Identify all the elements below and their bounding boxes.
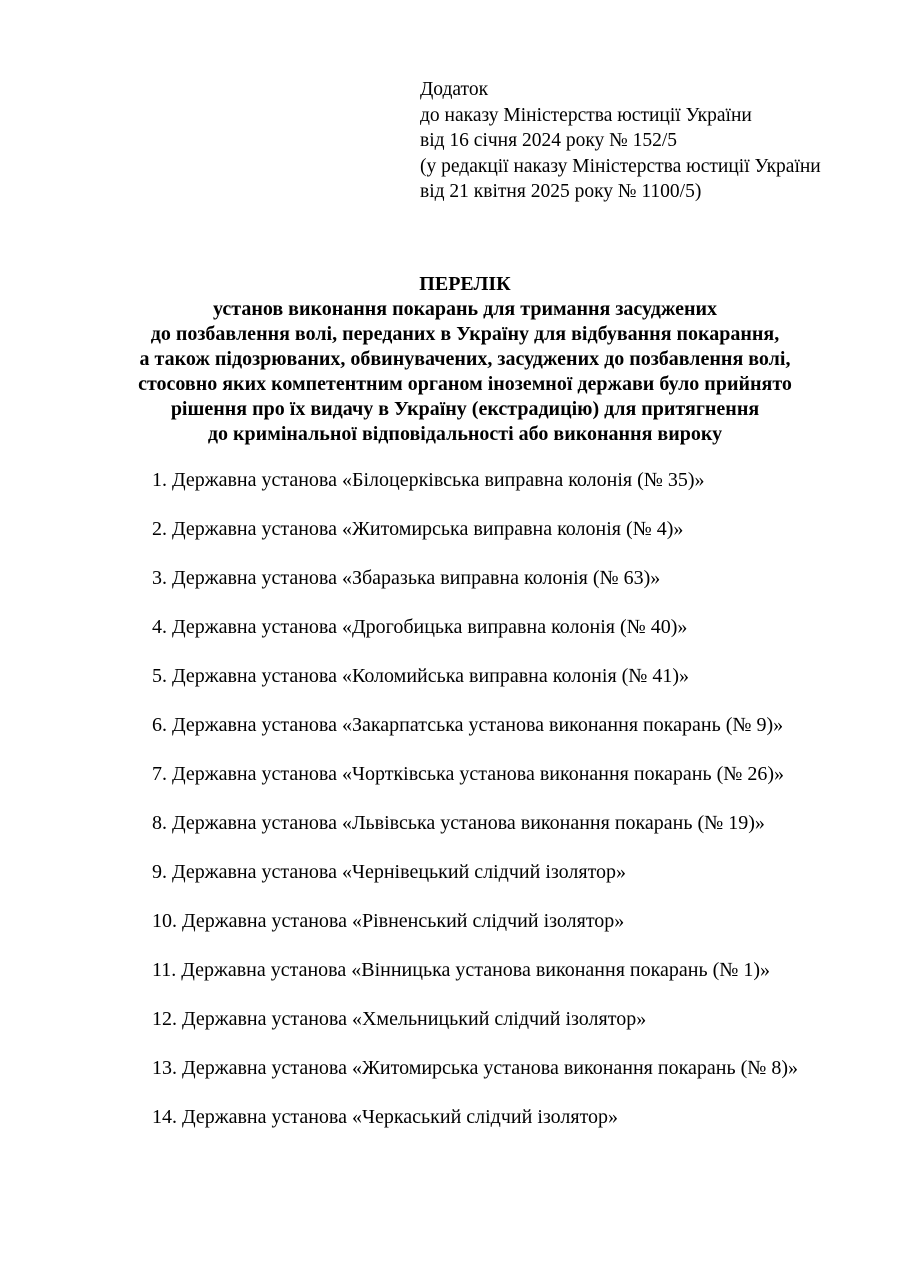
appendix-header-line: до наказу Міністерства юстиції України — [420, 104, 752, 126]
title-line: до кримінальної відповідальності або виконання вироку — [207, 423, 723, 445]
title-line: рішення про їх видачу в Україну (екстрадицію) для притягнення — [170, 398, 760, 420]
list-item: 7. Державна установа «Чортківська установа виконання покарань (№ 26)» — [152, 763, 784, 785]
list-item: 10. Державна установа «Рівненський слідчий ізолятор» — [152, 910, 625, 932]
list-item: 2. Державна установа «Житомирська виправна колонія (№ 4)» — [152, 518, 684, 540]
appendix-header-line: від 21 квітня 2025 року № 1100/5) — [420, 181, 702, 202]
list-item: 12. Державна установа «Хмельницький слідчий ізолятор» — [152, 1008, 647, 1030]
institutions-list — [152, 468, 798, 1154]
appendix-header — [420, 77, 821, 205]
title-line: установ виконання покарань для тримання засуджених — [213, 298, 717, 320]
list-item: 4. Державна установа «Дрогобицька виправна колонія (№ 40)» — [152, 616, 688, 638]
list-item: 3. Державна установа «Збаразька виправна колонія (№ 63)» — [152, 567, 661, 589]
appendix-header-line: Додаток — [420, 79, 489, 100]
list-item: 13. Державна установа «Житомирська установа виконання покарань (№ 8)» — [152, 1057, 798, 1079]
list-item: 14. Державна установа «Черкаський слідчий ізолятор» — [152, 1106, 619, 1128]
list-item: 1. Державна установа «Білоцерківська виправна колонія (№ 35)» — [152, 469, 705, 491]
appendix-header-line: від 16 січня 2024 року № 152/5 — [420, 130, 678, 151]
title-line: а також підозрюваних, обвинувачених, засуджених до позбавлення волі, — [139, 348, 791, 370]
list-item: 8. Державна установа «Львівська установа виконання покарань (№ 19)» — [152, 812, 765, 834]
title-heading: ПЕРЕЛІК — [419, 273, 511, 295]
title-line: стосовно яких компетентним органом іноземної держави було прийнято — [138, 373, 792, 395]
list-item: 6. Державна установа «Закарпатська установа виконання покарань (№ 9)» — [152, 714, 784, 736]
list-item: 9. Державна установа «Чернівецький слідчий ізолятор» — [152, 861, 627, 883]
appendix-header-line: (у редакції наказу Міністерства юстиції України — [420, 155, 821, 177]
list-item: 11. Державна установа «Вінницька установа виконання покарань (№ 1)» — [152, 959, 770, 981]
title-line: до позбавлення волі, переданих в Україну для відбування покарання, — [150, 323, 780, 345]
list-item: 5. Державна установа «Коломийська виправна колонія (№ 41)» — [152, 665, 690, 687]
document-title — [60, 272, 870, 447]
